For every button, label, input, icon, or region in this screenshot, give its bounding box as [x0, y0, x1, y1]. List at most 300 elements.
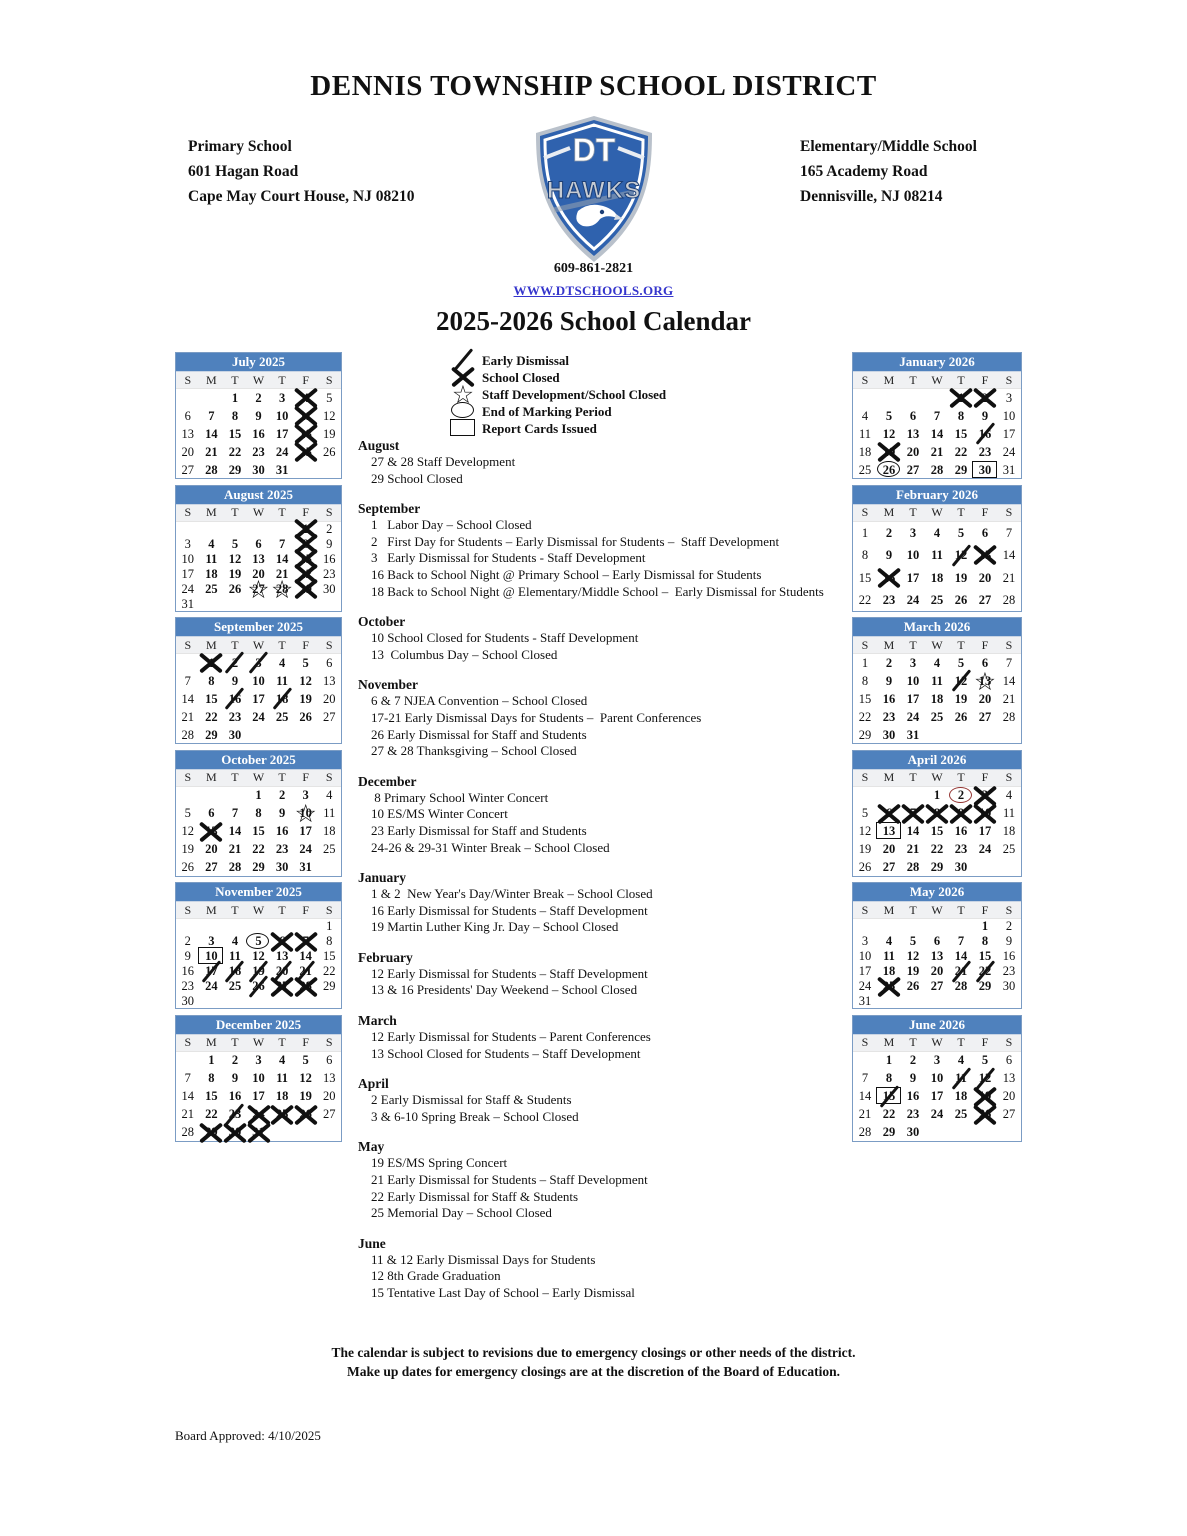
day-number: 30	[323, 581, 336, 596]
footer-line-1: The calendar is subject to revisions due to emergency closings or other needs of the district.	[331, 1345, 856, 1360]
calendar-day	[997, 392, 1021, 405]
events-month-name: September	[358, 501, 421, 517]
calendar-month-title: March 2026	[853, 618, 1021, 637]
day-number: 1	[861, 525, 869, 540]
day-number: 29	[228, 462, 242, 477]
day-number: 15	[882, 1089, 896, 1104]
day-header: W	[252, 372, 265, 387]
day-number: 19	[906, 964, 920, 979]
day-header: F	[302, 637, 310, 652]
day-header: T	[278, 770, 286, 784]
day-number: 4	[278, 1053, 286, 1068]
calendar-day	[973, 446, 997, 459]
calendar-day	[200, 861, 224, 874]
day-number: 11	[1002, 806, 1016, 821]
day-number: 30	[228, 1125, 242, 1140]
calendar-title: 2025-2026 School Calendar	[435, 306, 751, 336]
calendar-week	[853, 823, 1021, 841]
day-number: 20	[275, 964, 289, 979]
events-month-section	[358, 869, 863, 936]
calendar-day	[317, 965, 341, 978]
calendar-day	[901, 711, 925, 724]
day-number: 26	[882, 462, 896, 477]
day-number: 2	[1005, 919, 1013, 934]
calendar-day	[925, 980, 949, 993]
day-number: 8	[255, 806, 262, 821]
day-header: W	[931, 505, 943, 519]
calendar-day	[200, 568, 224, 581]
calendar-day	[270, 675, 294, 688]
calendar-day	[270, 428, 294, 441]
calendar-day	[997, 1072, 1021, 1085]
calendar-day	[176, 693, 200, 706]
calendar-day	[877, 464, 901, 477]
calendar-day	[901, 1126, 925, 1139]
day-number: 5	[302, 1053, 309, 1068]
primary-school-city: Cape May Court House, NJ 08210	[188, 188, 415, 205]
day-number: 20	[906, 444, 920, 459]
calendar-day	[223, 693, 247, 706]
day-number: 24	[978, 842, 992, 857]
day-number: 4	[302, 390, 309, 405]
calendar-day	[294, 553, 318, 566]
day-number: 25	[930, 593, 944, 607]
events-month-section	[358, 437, 863, 487]
calendar-day	[901, 950, 925, 963]
calendar-month-title: December 2025	[176, 1016, 341, 1035]
calendar-week	[176, 1052, 341, 1070]
day-number: 24	[181, 581, 195, 596]
calendar-column-left	[175, 352, 342, 1147]
day-number: 4	[278, 655, 286, 670]
calendar-day	[973, 965, 997, 978]
events-month-section	[358, 500, 863, 600]
calendar-day-headers	[853, 372, 1021, 389]
calendar-day	[973, 920, 997, 933]
day-number: 20	[323, 1089, 336, 1104]
calendar-day	[925, 965, 949, 978]
day-number: 10	[252, 1071, 265, 1086]
calendar-day	[901, 527, 925, 540]
calendar-day	[997, 572, 1021, 585]
day-number: 24	[858, 979, 872, 994]
day-header: T	[909, 1035, 917, 1049]
day-header: T	[231, 770, 239, 784]
calendar-week	[176, 552, 341, 567]
calendar-day	[901, 729, 925, 742]
day-number: 7	[208, 408, 215, 423]
calendar-day	[223, 861, 247, 874]
event-item: 16 Back to School Night @ Primary School – Early Dismissal for Students	[371, 566, 762, 582]
day-number: 2	[981, 390, 989, 405]
day-number: 26	[181, 860, 195, 875]
day-number: 18	[930, 691, 944, 706]
calendar-day	[901, 549, 925, 562]
calendar-day	[949, 572, 973, 585]
day-number: 9	[255, 408, 262, 423]
calendar-day	[949, 410, 973, 423]
day-header: M	[206, 637, 217, 652]
day-header: S	[325, 1035, 333, 1049]
calendar-day	[270, 410, 294, 423]
day-number: 8	[933, 806, 941, 821]
day-number: 16	[228, 1089, 242, 1104]
calendar-day	[925, 693, 949, 706]
calendar-day	[223, 1072, 247, 1085]
day-number: 15	[858, 570, 872, 585]
event-item: 19 ES/MS Spring Concert	[371, 1155, 508, 1171]
calendar-day	[925, 935, 949, 948]
day-header: S	[1005, 372, 1013, 387]
calendar-day	[997, 446, 1021, 459]
day-number: 8	[957, 408, 965, 423]
calendar-day	[925, 428, 949, 441]
calendar-day	[294, 446, 318, 459]
day-number: 10	[978, 806, 992, 821]
calendar-week	[853, 1070, 1021, 1088]
calendar-day	[176, 410, 200, 423]
day-number: 30	[228, 727, 242, 742]
calendar-day	[949, 428, 973, 441]
calendar-day	[973, 549, 997, 562]
day-header: T	[957, 372, 965, 387]
event-item: 27 & 28 Thanksgiving – School Closed	[371, 743, 577, 759]
day-header: S	[861, 372, 869, 387]
day-header: S	[861, 770, 869, 784]
calendar-day	[223, 675, 247, 688]
calendar-day	[949, 594, 973, 607]
day-number: 14	[930, 426, 944, 441]
day-header: F	[302, 1035, 310, 1049]
calendar-week	[176, 443, 341, 461]
calendar-day	[853, 729, 877, 742]
phone-number: 609-861-2821	[553, 261, 634, 276]
calendar-day	[317, 950, 341, 963]
calendar-day	[200, 538, 224, 551]
calendar-day	[200, 1108, 224, 1121]
calendar-day	[901, 807, 925, 820]
day-number: 21	[1002, 570, 1016, 585]
day-number: 20	[978, 691, 992, 706]
day-header: S	[861, 505, 869, 519]
day-number: 11	[931, 673, 943, 688]
day-number: 29	[205, 1125, 218, 1140]
day-number: 19	[299, 1089, 312, 1104]
day-number: 13	[181, 426, 195, 441]
day-number: 19	[978, 1089, 992, 1104]
calendar-day	[247, 843, 271, 856]
event-item: 16 Early Dismissal for Students – Staff Development	[371, 902, 648, 918]
calendar-day	[877, 594, 901, 607]
calendar-day	[247, 553, 271, 566]
calendar-day	[176, 553, 200, 566]
day-number: 15	[858, 691, 872, 706]
calendar-day	[949, 549, 973, 562]
day-header: W	[931, 637, 943, 652]
calendar-week	[176, 841, 341, 859]
day-header: S	[1005, 1035, 1013, 1049]
day-number: 17	[252, 691, 265, 706]
day-number: 1	[231, 390, 239, 405]
day-number: 10	[252, 673, 265, 688]
day-number: 11	[883, 949, 895, 964]
calendar-day	[176, 583, 200, 596]
calendar-day	[317, 935, 341, 948]
day-number: 11	[229, 949, 241, 964]
calendar-day	[294, 807, 318, 820]
calendar-day	[176, 1090, 200, 1103]
calendar-month-title: September 2025	[176, 618, 341, 637]
events-month-section	[358, 676, 863, 759]
calendar-day	[925, 572, 949, 585]
day-number: 8	[885, 1071, 893, 1086]
day-header: T	[909, 902, 917, 917]
day-number: 25	[205, 581, 218, 596]
day-header: W	[252, 902, 265, 917]
calendar-day	[949, 675, 973, 688]
calendar-week	[853, 1124, 1021, 1142]
day-number: 9	[231, 1071, 239, 1086]
calendar-day	[270, 568, 294, 581]
day-number: 15	[299, 551, 312, 566]
day-header: T	[231, 505, 239, 519]
day-header: F	[981, 637, 989, 652]
day-number: 6	[981, 655, 989, 670]
calendar-day	[925, 861, 949, 874]
calendar-day	[176, 729, 200, 742]
calendar-day	[270, 935, 294, 948]
calendar-day	[877, 1072, 901, 1085]
day-number: 3	[933, 1053, 941, 1068]
calendar-week	[176, 1088, 341, 1106]
day-header: W	[252, 770, 265, 784]
day-number: 7	[278, 536, 286, 551]
calendar-day	[997, 594, 1021, 607]
calendar-day	[247, 693, 271, 706]
day-number: 9	[885, 673, 893, 688]
day-number: 4	[957, 1053, 965, 1068]
events-month-name: March	[358, 1013, 397, 1029]
calendar-day	[317, 825, 341, 838]
calendar-day	[973, 392, 997, 405]
calendar-day	[853, 1072, 877, 1085]
day-number: 9	[184, 949, 191, 964]
calendar-day	[877, 965, 901, 978]
calendar-week	[176, 654, 341, 672]
day-header: F	[302, 770, 310, 784]
calendar-weeks	[176, 1052, 341, 1142]
calendar-month-title: January 2026	[853, 353, 1021, 372]
calendar-month	[175, 352, 342, 479]
day-number: 16	[906, 1089, 920, 1104]
calendar-day	[200, 965, 224, 978]
day-number: 30	[882, 727, 896, 742]
calendar-day	[853, 825, 877, 838]
calendar-day	[294, 538, 318, 551]
day-number: 27	[978, 593, 992, 607]
calendar-day	[270, 583, 294, 596]
calendar-day	[223, 807, 247, 820]
day-number: 11	[858, 426, 872, 441]
calendar-day	[223, 1090, 247, 1103]
calendar-week	[176, 805, 341, 823]
calendar-week	[853, 1106, 1021, 1124]
calendar-day	[270, 553, 294, 566]
calendar-week	[853, 1088, 1021, 1106]
calendar-week	[176, 690, 341, 708]
calendar-week	[853, 726, 1021, 744]
calendar-day	[853, 594, 877, 607]
day-number: 1	[326, 919, 333, 934]
day-number: 17	[930, 1089, 944, 1104]
day-number: 30	[181, 994, 195, 1009]
day-number: 29	[323, 979, 336, 994]
day-header: W	[252, 1035, 265, 1049]
day-number: 22	[858, 709, 872, 724]
day-number: 23	[181, 979, 195, 994]
calendar-day	[176, 538, 200, 551]
day-number: 19	[954, 691, 968, 706]
legend-label: Staff Development/School Closed	[482, 386, 667, 402]
day-number: 10	[906, 673, 920, 688]
calendar-day	[317, 1072, 341, 1085]
calendar-week	[176, 1070, 341, 1088]
calendar-weeks	[853, 654, 1021, 744]
calendar-day	[317, 410, 341, 423]
calendar-day	[997, 920, 1021, 933]
day-number: 29	[978, 979, 992, 994]
day-number: 29	[930, 860, 944, 875]
calendar-day	[317, 568, 341, 581]
calendar-day	[877, 950, 901, 963]
calendar-day	[853, 657, 877, 670]
day-number: 25	[930, 709, 944, 724]
website-link[interactable]: WWW.DTSCHOOLS.ORG	[513, 283, 674, 298]
calendar-day	[200, 553, 224, 566]
day-number: 29	[882, 1125, 896, 1140]
event-item: 13 Columbus Day – School Closed	[371, 646, 558, 662]
calendar-month-title: June 2026	[853, 1016, 1021, 1035]
day-number: 28	[275, 581, 289, 596]
calendar-day	[223, 843, 247, 856]
calendar-day	[270, 392, 294, 405]
calendar-day	[200, 950, 224, 963]
day-number: 5	[885, 408, 893, 423]
calendar-month	[852, 882, 1022, 1009]
day-number: 11	[955, 1071, 967, 1086]
day-number: 1	[302, 521, 309, 536]
day-number: 3	[184, 536, 191, 551]
day-number: 6	[184, 408, 191, 423]
calendar-day	[176, 965, 200, 978]
calendar-day	[176, 1108, 200, 1121]
legend-item-school-closed	[449, 369, 666, 386]
calendar-day	[925, 807, 949, 820]
day-number: 10	[181, 551, 195, 566]
calendar-week	[853, 544, 1021, 567]
calendar-day	[247, 446, 271, 459]
day-number: 10	[906, 548, 920, 562]
calendar-month-title: July 2025	[176, 353, 341, 372]
calendar-week	[853, 567, 1021, 590]
calendar-day	[317, 711, 341, 724]
calendar-day	[925, 410, 949, 423]
day-number: 5	[909, 934, 917, 949]
calendar-day	[270, 980, 294, 993]
day-header: S	[861, 637, 869, 652]
calendar-day	[877, 980, 901, 993]
event-item: 22 Early Dismissal for Staff & Students	[371, 1188, 579, 1204]
day-number: 29	[205, 727, 218, 742]
day-number: 17	[275, 426, 289, 441]
calendar-day	[294, 568, 318, 581]
calendar-day-headers	[853, 770, 1021, 787]
day-number: 6	[255, 536, 262, 551]
day-number: 9	[1005, 934, 1013, 949]
calendar-day	[901, 825, 925, 838]
calendar-week	[853, 934, 1021, 949]
calendar-day	[200, 693, 224, 706]
calendar-day	[949, 1090, 973, 1103]
calendar-day	[853, 965, 877, 978]
calendar-day	[973, 594, 997, 607]
calendar-week	[176, 461, 341, 479]
calendar-day	[949, 1054, 973, 1067]
day-number: 10	[275, 408, 289, 423]
day-number: 7	[1005, 655, 1013, 670]
day-number: 13	[978, 548, 992, 562]
day-number: 4	[861, 408, 869, 423]
day-number: 23	[954, 842, 968, 857]
calendar-day	[176, 428, 200, 441]
day-number: 29	[858, 727, 872, 742]
events-month-section	[358, 1138, 863, 1221]
calendar-day-headers	[176, 372, 341, 389]
day-number: 18	[299, 426, 312, 441]
event-item: 3 Early Dismissal for Students - Staff Development	[371, 550, 646, 566]
calendar-day	[200, 1126, 224, 1139]
day-number: 19	[882, 444, 896, 459]
day-number: 23	[906, 1107, 920, 1122]
calendar-week	[853, 949, 1021, 964]
event-item: 17-21 Early Dismissal Days for Students – Parent Conferences	[371, 709, 702, 725]
day-number: 31	[299, 860, 312, 875]
calendar-day	[853, 693, 877, 706]
event-item: 6 & 7 NJEA Convention – School Closed	[371, 693, 588, 709]
calendar-week	[853, 994, 1021, 1009]
day-number: 27	[978, 709, 992, 724]
legend-label: Report Cards Issued	[482, 420, 597, 436]
legend-label: School Closed	[482, 369, 560, 385]
calendar-day	[317, 538, 341, 551]
calendar-week	[176, 425, 341, 443]
day-header: S	[325, 902, 333, 917]
day-number: 9	[957, 806, 965, 821]
day-number: 25	[228, 979, 242, 994]
day-number: 26	[228, 581, 242, 596]
calendar-month-title: May 2026	[853, 883, 1021, 902]
calendar-day-headers	[853, 637, 1021, 654]
day-number: 16	[275, 824, 289, 839]
calendar-day	[949, 950, 973, 963]
calendar-day	[270, 538, 294, 551]
calendar-day	[925, 527, 949, 540]
day-number: 2	[255, 390, 262, 405]
calendar-day	[176, 995, 200, 1008]
board-approved: Board Approved: 4/10/2025	[175, 1428, 321, 1443]
day-number: 28	[906, 860, 920, 875]
elementary-school-name: Elementary/Middle School	[800, 138, 977, 155]
